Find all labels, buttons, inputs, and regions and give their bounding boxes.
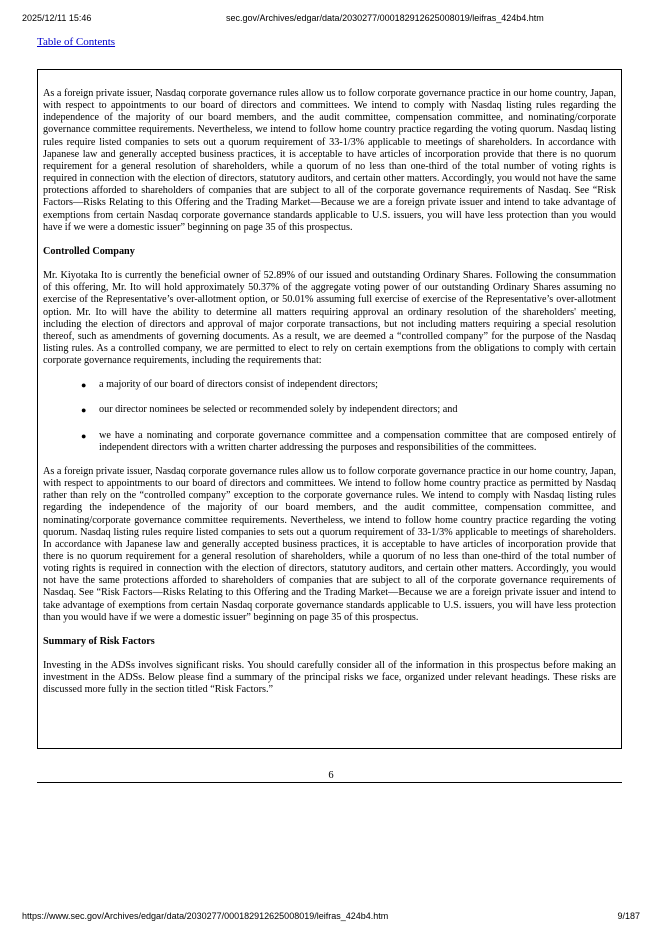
print-date: 2025/12/11 15:46 bbox=[22, 13, 92, 23]
page-number: 6 bbox=[328, 770, 334, 781]
table-of-contents-link[interactable]: Table of Contents bbox=[37, 36, 116, 48]
governance-paragraph: As a foreign private issuer, Nasdaq corporate governance rules allow us to follow corporate governance practice in our home country, Japan, with respect to appointments to our board of directors and committees. We intend to comply with Nasdaq listing rules regarding the independence of the majority of our board members, and the audit committee, compensation committee, and nominating/corporate governance committee requirements. Nevertheless, we intend to follow home country practice regarding the voting quorum. Nasdaq listing rules require listed companies to sets out a quorum requirement of 33-1/3% applicable to meetings of shareholders. In accordance with Japanese law and generally accepted business practices, it is acceptable to have articles of incorporation provide that there is no quorum requirement for a general resolution of shareholders, while a quorum of no less than one-third of the total number of voting rights is required in connection with the election of directors, statutory auditors, and certain other matters. Accordingly, you would not have the same protections afforded to shareholders of companies that are subject to all of the corporate governance requirements of Nasdaq. See “Risk Factors—Risks Relating to this Offering and the Trading Market—Because we are a foreign private issuer and intend to take advantage of exemptions from certain Nasdaq corporate governance standards applicable to U.S. issuers, you will have less protection than you would have if we were a domestic issuer” beginning on page 35 of this prospectus. bbox=[43, 88, 616, 233]
bullet-icon: ● bbox=[81, 380, 87, 391]
print-footer bbox=[22, 911, 640, 925]
print-url: sec.gov/Archives/edgar/data/2030277/000182912625008019/leifras_424b4.htm bbox=[226, 13, 544, 23]
footer-url: https://www.sec.gov/Archives/edgar/data/2030277/000182912625008019/leifras_424b4.htm bbox=[22, 911, 389, 921]
print-header bbox=[22, 13, 640, 27]
footer-page-count: 9/187 bbox=[617, 911, 640, 921]
risk-summary-heading: Summary of Risk Factors bbox=[43, 635, 155, 647]
list-item-text: our director nominees be selected or recommended solely by independent directors; and bbox=[99, 404, 458, 416]
list-item-text: we have a nominating and corporate governance committee and a compensation committee that are composed entirely of independent directors with a written charter addressing the purposes and responsibilities of the committees. bbox=[99, 429, 616, 453]
list-item-text: a majority of our board of directors consist of independent directors; bbox=[99, 379, 378, 391]
list-item bbox=[43, 430, 616, 454]
risk-summary-paragraph: Investing in the ADSs involves significant risks. You should carefully consider all of the information in this prospectus before making an investment in the ADSs. Below please find a summary of the principal risks we face, organized under relevant headings. These risks are discussed more fully in the section titled “Risk Factors.” bbox=[43, 660, 616, 696]
home-country-paragraph: As a foreign private issuer, Nasdaq corporate governance rules allow us to follow corporate governance practice in our home country, Japan, with respect to appointments to our board of directors and committees. We intend to follow home country practice as permitted by Nasdaq rather than rely on the “controlled company” exception to the corporate governance rules. We intend to comply with Nasdaq listing rules regarding the independence of the majority of our board members, and the audit committee, compensation committee, and nominating/corporate governance committee requirements. Nevertheless, we intend to follow home country practice regarding the voting quorum. Nasdaq listing rules require listed companies to sets out a quorum requirement of 33-1/3% applicable to meetings of shareholders. In accordance with Japanese law and generally accepted business practices, it is acceptable to have articles of incorporation provide that there is no quorum requirement for a general resolution of shareholders, while a quorum of no less than one-third of the total number of voting rights is required in connection with the election of directors, statutory auditors, and certain other matters. Accordingly, you would not have the same protections afforded to shareholders of companies that are subject to all of the corporate governance requirements of Nasdaq. See “Risk Factors—Risks Relating to this Offering and the Trading Market—Because we are a foreign private issuer and intend to take advantage of exemptions from certain Nasdaq corporate governance standards applicable to U.S. issuers, you will have less protection than you would have if we were a domestic issuer” beginning on page 35 of this prospectus. bbox=[43, 465, 616, 623]
exemption-list bbox=[43, 379, 616, 454]
content-box bbox=[37, 69, 622, 749]
list-item bbox=[43, 379, 616, 391]
page-divider bbox=[37, 782, 622, 783]
controlled-company-heading: Controlled Company bbox=[43, 245, 135, 257]
bullet-icon: ● bbox=[81, 405, 87, 416]
bullet-icon: ● bbox=[81, 430, 87, 441]
controlled-company-paragraph: Mr. Kiyotaka Ito is currently the beneficial owner of 52.89% of our issued and outstanding Ordinary Shares. Following the consummation of this offering, Mr. Ito will hold approximately 50.37% of the aggregate voting power of our outstanding Ordinary Shares assuming no exercise of the Representative’s over-allotment option, or 50.01% assuming full exercise of exercise of the Representative’s over-allotment option. Mr. Ito will have the ability to determine all matters requiring approval an ordinary resolution of the shareholders' meeting, including the election of directors and approval of major corporate transactions, but not including matters requiring a special resolution thereof, such as amendments of governing documents. As a result, we are deemed a “controlled company” for the purpose of the Nasdaq listing rules. As a controlled company, we are permitted to elect to rely on certain exemptions from the obligations to comply with certain corporate governance requirements, including the requirements that: bbox=[43, 270, 616, 367]
list-item bbox=[43, 404, 616, 416]
